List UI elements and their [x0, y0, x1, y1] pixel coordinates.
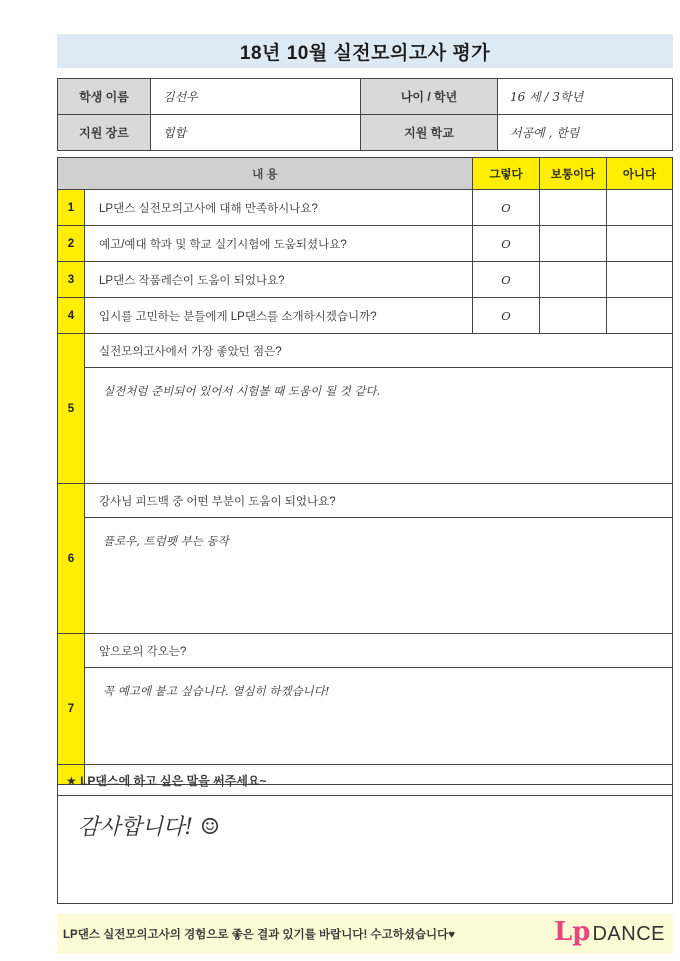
answer-no-cell [607, 226, 673, 262]
answer-normal-cell [540, 190, 607, 226]
answer-yes-mark: O [473, 226, 540, 262]
student-name-label: 학생 이름 [58, 79, 151, 115]
answer-no-cell [607, 190, 673, 226]
answer-normal-cell [540, 226, 607, 262]
open-question: 실전모의고사에서 가장 좋았던 점은? [85, 334, 673, 368]
table-row [58, 262, 673, 298]
table-row [58, 298, 673, 334]
age-grade-label: 나이 / 학년 [361, 79, 498, 115]
comment-title: ★ LP댄스에 하고 싶은 말을 써주세요~ [58, 765, 672, 796]
answer-normal-cell [540, 262, 607, 298]
question-text: 예고/예대 학과 및 학교 실기시험에 도움되셨나요? [85, 226, 473, 262]
age-grade-value: 16 세 / 3학년 [498, 79, 673, 115]
footer-text: LP댄스 실전모의고사의 경험으로 좋은 결과 있기를 바랍니다! 수고하셨습니다♥ [63, 929, 456, 941]
question-text: 입시를 고민하는 분들에게 LP댄스를 소개하시겠습니까? [85, 298, 473, 334]
genre-label: 지원 장르 [58, 115, 151, 151]
open-question: 앞으로의 각오는? [85, 634, 673, 668]
question-number: 6 [58, 484, 85, 634]
table-row [58, 190, 673, 226]
question-number: 2 [58, 226, 85, 262]
open-question: 강사님 피드백 중 어떤 부분이 도움이 되었나요? [85, 484, 673, 518]
logo-lp: Lp [554, 917, 591, 947]
question-number: 3 [58, 262, 85, 298]
student-info-table [57, 78, 673, 151]
school-value: 서공예 , 한림 [498, 115, 673, 151]
lp-dance-logo [554, 919, 665, 945]
header-yes: 그렇다 [473, 158, 540, 190]
survey-table [57, 157, 673, 785]
genre-value: 힙합 [151, 115, 361, 151]
answer-no-cell [607, 262, 673, 298]
question-text: LP댄스 작품레슨이 도움이 되었나요? [85, 262, 473, 298]
school-label: 지원 학교 [361, 115, 498, 151]
table-row [58, 226, 673, 262]
page-title: 18년 10월 실전모의고사 평가 [57, 34, 673, 68]
answer-normal-cell [540, 298, 607, 334]
open-answer: 실전처럼 준비되어 있어서 시험볼 때 도움이 될 것 같다. [85, 368, 673, 484]
student-name-value: 김선우 [151, 79, 361, 115]
question-number: 4 [58, 298, 85, 334]
header-no: 아니다 [607, 158, 673, 190]
answer-yes-mark: O [473, 298, 540, 334]
answer-yes-mark: O [473, 262, 540, 298]
header-content: 내 용 [58, 158, 473, 190]
footer-banner [57, 914, 673, 954]
header-normal: 보통이다 [540, 158, 607, 190]
question-number: 1 [58, 190, 85, 226]
open-answer: 꼭 예고에 붙고 싶습니다. 열심히 하겠습니다! [85, 668, 673, 785]
open-answer: 플로우, 트럼펫 부는 동작 [85, 518, 673, 634]
answer-no-cell [607, 298, 673, 334]
comment-answer: 감사합니다! ☺ [78, 815, 220, 840]
comment-box [57, 764, 673, 904]
question-text: LP댄스 실전모의고사에 대해 만족하시나요? [85, 190, 473, 226]
logo-dance: DANCE [592, 923, 665, 945]
answer-yes-mark: O [473, 190, 540, 226]
question-number: 7 [58, 634, 85, 785]
question-number: 5 [58, 334, 85, 484]
